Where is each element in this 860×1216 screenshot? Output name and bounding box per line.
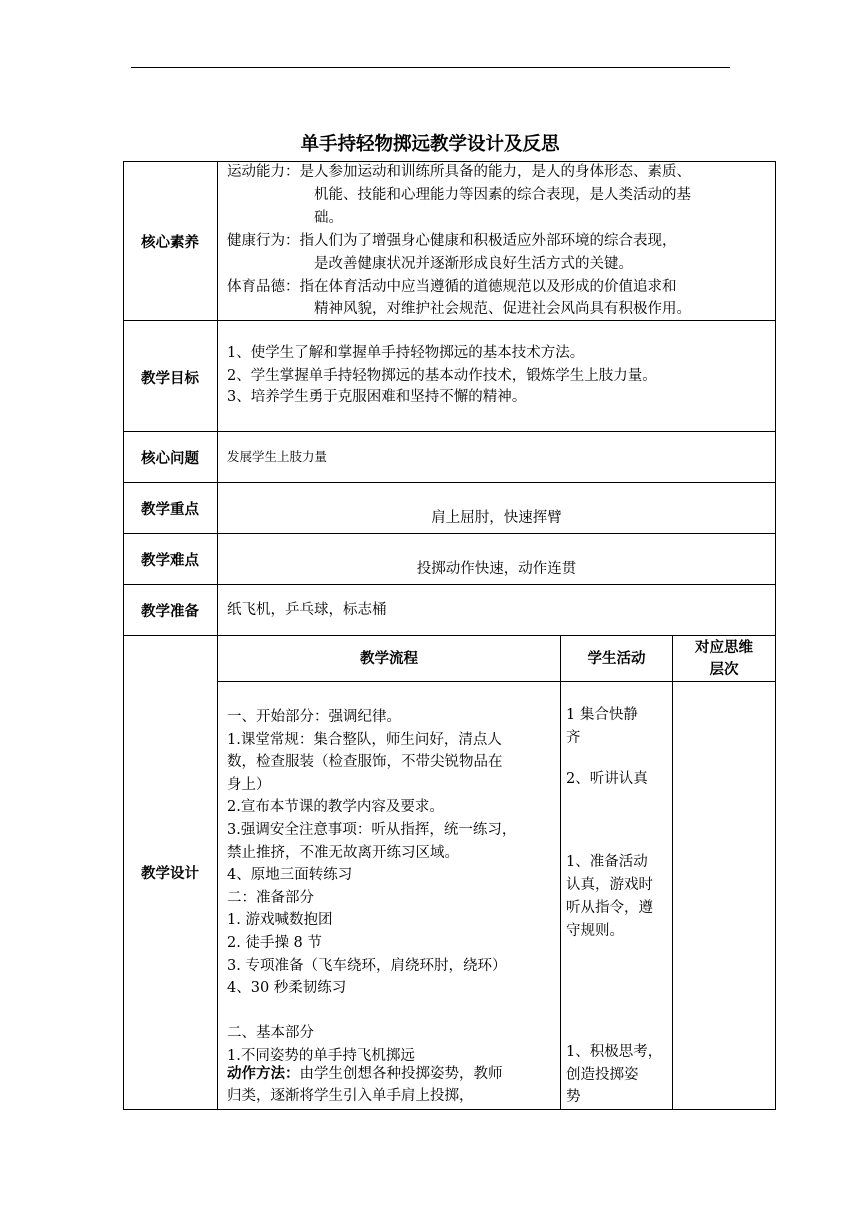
core-literacy-line: 体育品德：指在体育活动中应当遵循的道德规范以及形成的价值追求和 <box>227 279 677 295</box>
row-divider <box>123 482 776 483</box>
preparation-value: 纸飞机，乒乓球，标志桶 <box>227 602 387 618</box>
process-line: 1.课堂常规：集合整队，师生问好，清点人 <box>227 731 502 748</box>
process-line: 3.强调安全注意事项：听从指挥，统一练习， <box>227 822 517 838</box>
activity-line: 创造投掷姿 <box>566 1067 639 1083</box>
design-column-divider <box>672 635 673 1110</box>
activity-header: 学生活动 <box>587 651 646 667</box>
row-divider <box>123 533 776 534</box>
core-literacy-line: 运动能力：是人参加运动和训练所具备的能力，是人的身体形态、素质、 <box>227 164 691 180</box>
process-line: 4、30 秒柔韧练习 <box>227 980 347 997</box>
key-point-value: 肩上屈肘，快速挥臂 <box>431 510 562 526</box>
teaching-goal-item: 3、培养学生勇于克服困难和坚持不懈的精神。 <box>227 389 527 405</box>
process-line: 身上） <box>227 776 271 793</box>
key-point-label: 教学重点 <box>141 502 199 518</box>
process-line: 4、原地三面转练习 <box>227 867 353 884</box>
process-line: 1.不同姿势的单手持飞机掷远 <box>227 1048 415 1064</box>
preparation-label: 教学准备 <box>141 604 199 620</box>
difficulty-value: 投掷动作快速，动作连贯 <box>416 561 577 577</box>
teaching-goal-item: 2、学生掌握单手持轻物掷远的基本动作技术，锻炼学生上肢力量。 <box>227 368 657 384</box>
activity-line: 2、听讲认真 <box>566 771 648 787</box>
process-line: 数，检查服装（检查服饰，不带尖锐物品在 <box>227 754 503 771</box>
activity-line: 听从指令，遵 <box>566 900 653 916</box>
activity-line: 认真，游戏时 <box>566 877 653 893</box>
level-header-line1: 对应思维 <box>695 640 753 656</box>
level-header-line2: 层次 <box>709 662 739 678</box>
method-text: 由学生创想各种投掷姿势，教师 <box>299 1066 503 1082</box>
core-literacy-line: 机能、技能和心理能力等因素的综合表现，是人类活动的基 <box>314 187 691 203</box>
activity-line: 1、积极思考， <box>566 1044 663 1060</box>
process-line: 2.宣布本节课的教学内容及要求。 <box>227 799 444 816</box>
method-line: 归类，逐渐将学生引入单手肩上投掷， <box>227 1088 474 1104</box>
process-line: 2. 徒手操 8 节 <box>227 935 322 951</box>
process-line: 一、开始部分：强调纪律。 <box>227 709 401 725</box>
row-divider <box>123 431 776 432</box>
teaching-goal-item: 1、使学生了解和掌握单手持轻物掷远的基本技术方法。 <box>227 345 585 361</box>
activity-line: 齐 <box>566 730 581 746</box>
core-literacy-label: 核心素养 <box>141 235 199 251</box>
process-line: 3. 专项准备（飞车绕环，肩绕环肘，绕环） <box>227 957 507 974</box>
core-literacy-line: 础。 <box>314 210 343 226</box>
process-line: 二：准备部分 <box>227 889 314 906</box>
teaching-goals-label: 教学目标 <box>141 371 199 387</box>
activity-line: 1 集合快静 <box>566 707 638 723</box>
page-title: 单手持轻物掷远教学设计及反思 <box>300 134 560 155</box>
design-column-divider <box>560 635 561 1110</box>
core-literacy-line: 健康行为：指人们为了增强身心健康和积极适应外部环境的综合表现， <box>227 233 677 249</box>
process-header: 教学流程 <box>360 651 418 667</box>
core-literacy-line: 是改善健康状况并逐渐形成良好生活方式的关键。 <box>314 256 633 272</box>
core-question-value: 发展学生上肢力量 <box>227 449 328 464</box>
design-header-divider <box>217 681 776 682</box>
process-line: 禁止推挤，不准无故离开练习区域。 <box>227 844 459 861</box>
difficulty-label: 教学难点 <box>141 553 199 569</box>
method-label: 动作方法： <box>227 1066 300 1082</box>
core-question-label: 核心问题 <box>141 451 199 467</box>
activity-line: 势 <box>566 1089 581 1105</box>
activity-line: 守规则。 <box>566 923 624 939</box>
process-line: 1. 游戏喊数抱团 <box>227 912 333 929</box>
core-literacy-line: 精神风貌，对维护社会规范、促进社会风尚具有积极作用。 <box>314 301 691 317</box>
activity-line: 1、准备活动 <box>566 854 648 870</box>
table-border-bottom <box>123 1109 776 1110</box>
row-divider <box>123 635 776 636</box>
header-rule <box>131 67 730 68</box>
row-divider <box>123 584 776 585</box>
design-label: 教学设计 <box>141 866 199 882</box>
process-line: 二、基本部分 <box>227 1025 314 1042</box>
method-line <box>227 1063 503 1086</box>
